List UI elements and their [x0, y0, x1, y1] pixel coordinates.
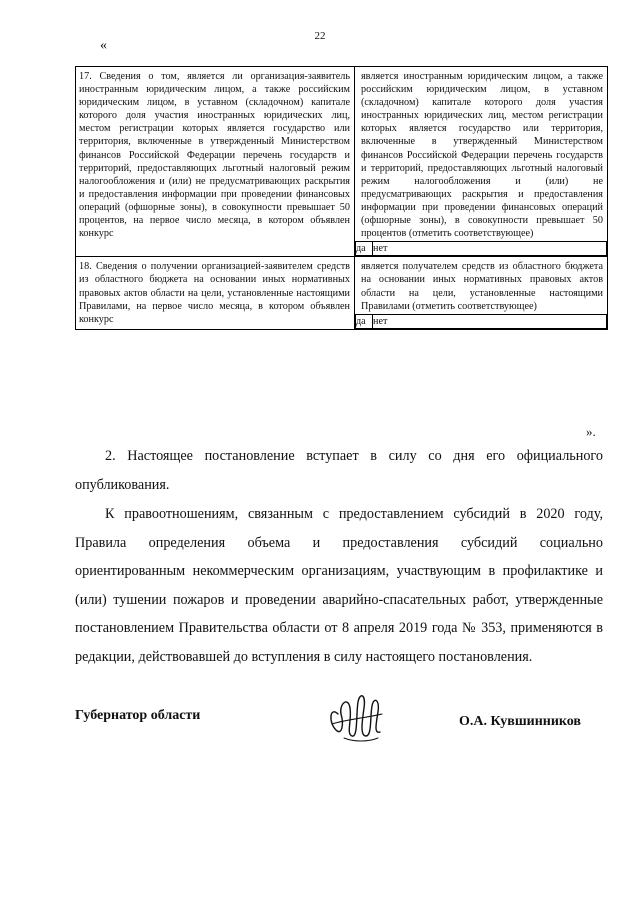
yes-no-choice: [355, 314, 607, 329]
no-option: нет: [373, 314, 607, 328]
signatory-name: О.А. Кувшинников: [458, 714, 581, 729]
page-number: 22: [314, 30, 326, 42]
criterion-18-answer-cell: [355, 257, 608, 329]
paragraph-legal-relations: К правоотношениям, связанным с предоставлением субсидий в 2020 году, Правила определения объема и предоставления субсидий социально ориентированным некоммерческим организациям, участвующим в профилактике и (или) тушении пожаров и проведении аварийно-спасательных работ, утвержденные постановлением Правительства области от 8 апреля 2019 года № 353, применяются в редакции, действовавшей до вступления в силу настоящего постановления.: [75, 506, 603, 665]
paragraph-effective-date: 2. Настоящее постановление вступает в силу со дня его официального опубликования.: [75, 448, 603, 493]
criterion-17-answer-cell: [355, 67, 608, 257]
criterion-17-answer-text: является иностранным юридическим лицом, а также российским юридическим лицом, в уставном (складочном) капитале которого доля участия иностранных юридических лиц, местом регистрации которых является государство или территория, включенные в утвержденный Министерством финансов Российской Федерации перечень государств и территорий, предоставляющих льготный налоговый режим налогообложения и (или) не предусматривающих раскрытия и предоставления информации при проведении финансовых операций (офшорные зоны), в совокупности превышает 50 процентов (отметить соответствующее): [361, 71, 603, 240]
yes-no-choice: [355, 241, 607, 256]
closing-quote-mark: ».: [586, 424, 596, 439]
criterion-18-answer-text: является получателем средств из областного бюджета на основании иных нормативных правовых актов области на цели, установленные настоящими Правилами (отметить соответствующее): [361, 261, 603, 312]
signatory-title: Губернатор области: [75, 708, 201, 723]
signature-block: [75, 708, 603, 748]
table-row: [76, 67, 608, 257]
criterion-17-description: 17. Сведения о том, является ли организация-заявитель иностранным юридическим лицом, а также российским юридическим лицом, в уставном (складочном) капитале которого доля участия иностранных юридических лиц, местом регистрации которых является государство или территория, включенные в утвержденный Министерством финансов Российской Федерации перечень государств и территорий, предоставляющих льготный налоговый режим налогообложения и (или) не предусматривающих раскрытия и предоставления информации при проведении финансовых операций (офшорные зоны), в совокупности превышает 50 процентов, на первое число месяца, в котором объявлен конкурс: [76, 67, 355, 257]
opening-quote-mark: «: [100, 38, 107, 53]
criterion-18-description: 18. Сведения о получении организацией-заявителем средств из областного бюджета на основании иных нормативных правовых актов области на цели, установленные настоящими Правилами, на первое число месяца, в котором объявлен конкурс: [76, 257, 355, 329]
criteria-table: [75, 66, 608, 330]
yes-option: да: [356, 242, 373, 256]
no-option: нет: [373, 242, 607, 256]
table-row: [76, 257, 608, 329]
yes-option: да: [356, 314, 373, 328]
